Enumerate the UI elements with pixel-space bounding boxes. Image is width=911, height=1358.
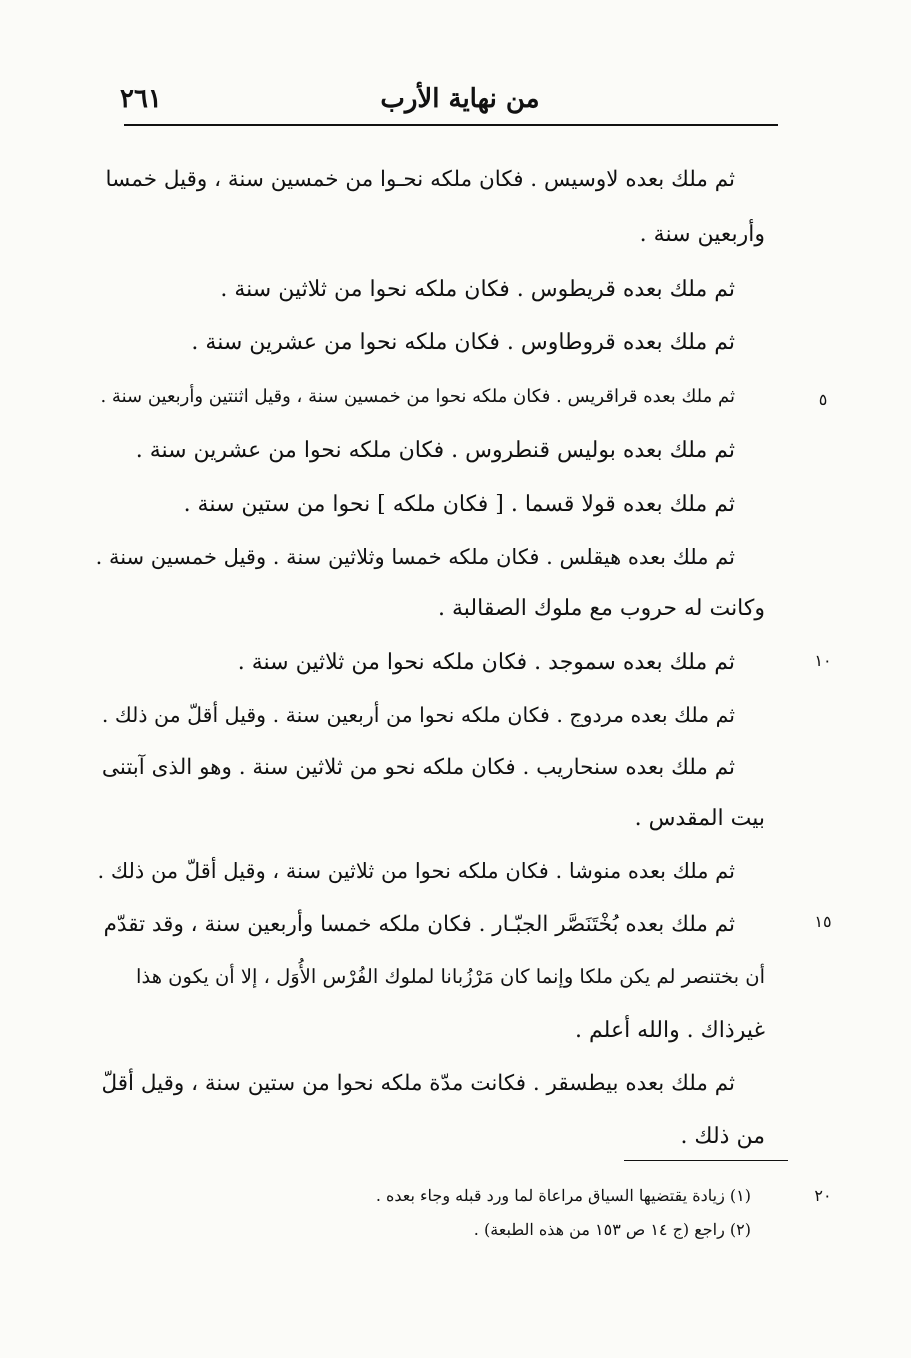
page-number: ٢٦١ [120,84,162,114]
body-line: ثم ملك بعده بيطسقر . فكانت مدّة ملكه نحوا من ستين سنة ، وقيل أقلّ [101,1071,735,1096]
body-line: ثم ملك بعده لاوسيس . فكان ملكه نحـوا من خمسين سنة ، وقيل خمسا [105,167,735,192]
body-line: ثم ملك بعده بُخْتَنَصَّر الجبّـار . فكان ملكه خمسا وأربعين سنة ، وقد تقدّم [103,912,735,937]
body-line: ثم ملك بعده قريطوس . فكان ملكه نحوا من ثلاثين سنة . [220,277,735,302]
body-line: وكانت له حروب مع ملوك الصقالبة . [438,596,765,621]
body-line: ثم ملك بعده مردوج . فكان ملكه نحوا من أربعين سنة . وقيل أقلّ من ذلك . [101,703,735,727]
body-line: ثم ملك بعده هيقلس . فكان ملكه خمسا وثلاثين سنة . وقيل خمسين سنة . [95,545,735,569]
header-rule [124,124,778,126]
line-number: ١٥ [814,912,832,931]
line-number: ٥ [818,390,828,409]
body-line: ثم ملك بعده قراقريس . فكان ملكه نحوا من خمسين سنة ، وقيل اثنتين وأربعين سنة . [100,386,735,407]
body-line: ثم ملك بعده سنحاريب . فكان ملكه نحو من ثلاثين سنة . وهو الذى آبتنى [101,755,735,780]
footnote: (٢) راجع (ج ١٤ ص ١٥٣ من هذه الطبعة) . [473,1220,751,1239]
running-title: من نهاية الأرب [380,84,540,114]
line-number: ١٠ [814,651,832,670]
body-line: ثم ملك بعده بوليس قنطروس . فكان ملكه نحوا من عشرين سنة . [135,438,735,463]
body-line: ثم ملك بعده قولا قسما . [ فكان ملكه ] نحوا من ستين سنة . [183,492,735,517]
body-line: ثم ملك بعده سموجد . فكان ملكه نحوا من ثلاثين سنة . [237,650,735,675]
body-line: ثم ملك بعده منوشا . فكان ملكه نحوا من ثلاثين سنة ، وقيل أقلّ من ذلك . [97,859,735,883]
line-number: ٢٠ [814,1186,832,1205]
body-line: غيرذاك . والله أعلم . [575,1018,765,1043]
body-line: وأربعين سنة . [639,222,765,247]
body-line: بيت المقدس . [634,806,765,831]
footnote-rule [624,1160,788,1161]
footnote: (١) زيادة يقتضيها السياق مراعاة لما ورد قبله وجاء بعده . [375,1186,751,1205]
body-line: من ذلك . [680,1124,765,1149]
body-line: أن بختنصر لم يكن ملكا وإنما كان مَرْزُبانا لملوك الفُرْس الأُوَل ، إلا أن يكون هذا [136,965,765,988]
body-line: ثم ملك بعده قروطاوس . فكان ملكه نحوا من عشرين سنة . [191,330,735,355]
